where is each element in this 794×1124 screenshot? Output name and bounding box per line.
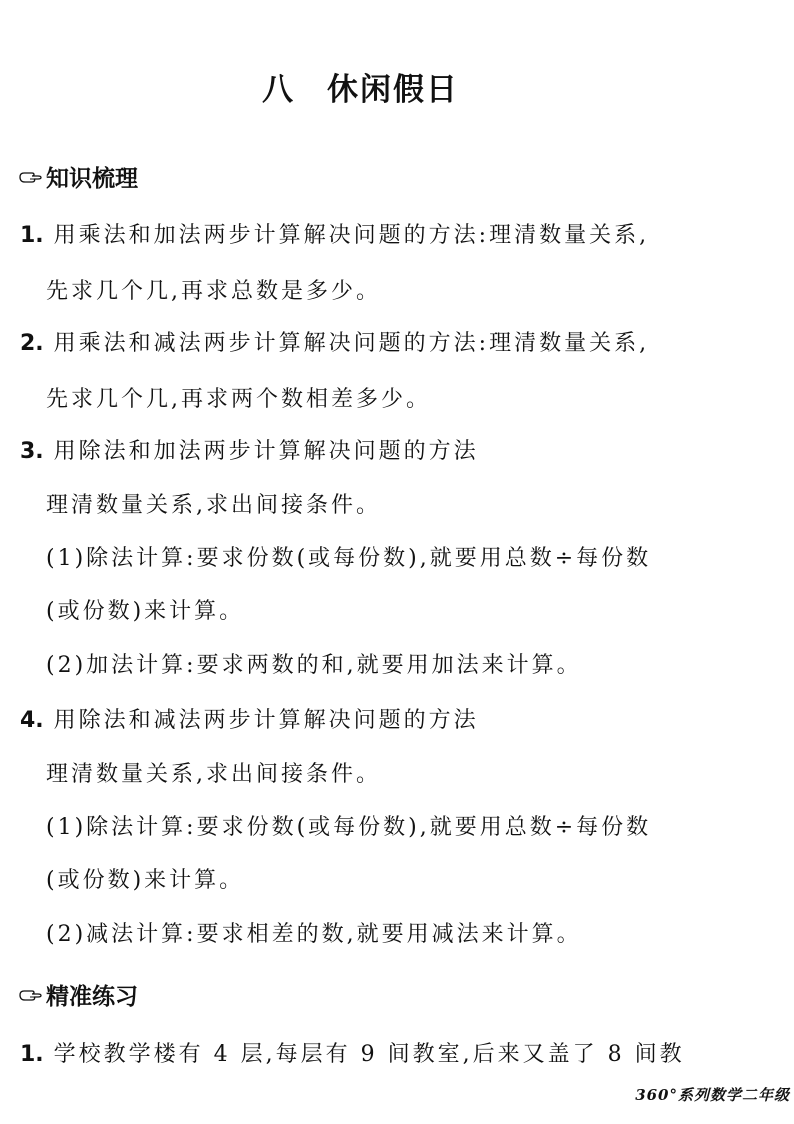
section-heading-label: 知识梳理: [46, 166, 138, 192]
footer-series-label: 360°系列数学二年级: [635, 1086, 790, 1104]
item-number: 1.: [20, 223, 44, 248]
pointing-hand-icon: [18, 169, 44, 185]
knowledge-item-4-line-5: (2)减法计算:要求相差的数,就要用减法来计算。: [46, 922, 582, 947]
item-text: 用乘法和加法两步计算解决问题的方法:理清数量关系,: [53, 223, 650, 248]
section-heading-label: 精准练习: [46, 984, 138, 1010]
knowledge-item-3-line-1: [20, 434, 479, 465]
knowledge-item-3-line-5: (2)加法计算:要求两数的和,就要用加法来计算。: [46, 653, 582, 678]
item-text: 用除法和减法两步计算解决问题的方法: [53, 708, 479, 733]
knowledge-item-1-line-2: 先求几个几,再求总数是多少。: [46, 279, 381, 304]
knowledge-item-4-line-2: 理清数量关系,求出间接条件。: [46, 762, 381, 787]
knowledge-item-2-line-2: 先求几个几,再求两个数相差多少。: [46, 387, 431, 412]
section-heading-practice: [18, 978, 138, 1011]
knowledge-item-3-line-4: (或份数)来计算。: [46, 599, 245, 624]
item-number: 3.: [20, 439, 44, 464]
knowledge-item-3-line-2: 理清数量关系,求出间接条件。: [46, 493, 381, 518]
chapter-title: 休闲假日: [327, 72, 459, 108]
item-text: 学校教学楼有 4 层,每层有 9 间教室,后来又盖了 8 间教: [53, 1042, 685, 1067]
chapter-number: 八: [262, 72, 295, 108]
item-text: 用乘法和减法两步计算解决问题的方法:理清数量关系,: [53, 331, 650, 356]
item-text: 用除法和加法两步计算解决问题的方法: [53, 439, 479, 464]
item-number: 2.: [20, 331, 44, 356]
knowledge-item-2-line-1: [20, 326, 649, 357]
knowledge-item-1-line-1: [20, 218, 649, 249]
knowledge-item-3-line-3: (1)除法计算:要求份数(或每份数),就要用总数÷每份数: [46, 546, 652, 571]
practice-item-1-line-1: [20, 1037, 685, 1068]
item-number: 4.: [20, 708, 44, 733]
knowledge-item-4-line-3: (1)除法计算:要求份数(或每份数),就要用总数÷每份数: [46, 815, 652, 840]
pointing-hand-icon: [18, 987, 44, 1003]
knowledge-item-4-line-1: [20, 703, 479, 734]
page-title: [262, 64, 459, 109]
item-number: 1.: [20, 1042, 44, 1067]
knowledge-item-4-line-4: (或份数)来计算。: [46, 868, 245, 893]
section-heading-knowledge: [18, 160, 138, 193]
